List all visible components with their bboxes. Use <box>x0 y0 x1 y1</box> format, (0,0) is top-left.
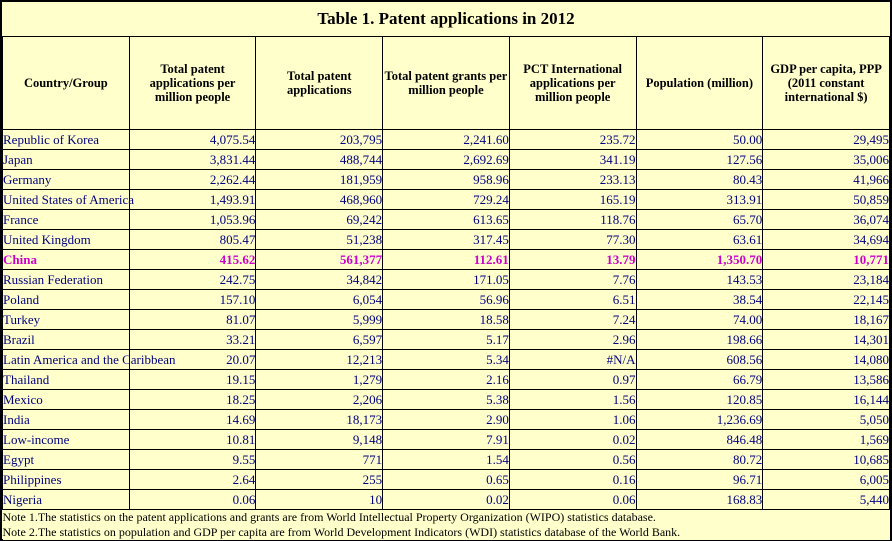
cell-pct-per-million: 118.76 <box>509 210 636 230</box>
table-row <box>3 270 890 290</box>
cell-grants-per-million: 2,241.60 <box>383 130 510 150</box>
cell-pct-per-million: 341.19 <box>509 150 636 170</box>
patent-applications-table <box>2 2 890 540</box>
cell-country: Latin America and the Caribbean <box>3 350 130 370</box>
cell-population: 168.83 <box>636 490 763 510</box>
cell-population: 846.48 <box>636 430 763 450</box>
cell-apps-per-million: 33.21 <box>129 330 256 350</box>
cell-apps-total: 5,999 <box>256 310 383 330</box>
table-row <box>3 170 890 190</box>
cell-apps-total: 561,377 <box>256 250 383 270</box>
cell-pct-per-million: 7.24 <box>509 310 636 330</box>
cell-grants-per-million: 317.45 <box>383 230 510 250</box>
cell-country: Low-income <box>3 430 130 450</box>
cell-country: Nigeria <box>3 490 130 510</box>
cell-pct-per-million: 0.02 <box>509 430 636 450</box>
cell-pct-per-million: 13.79 <box>509 250 636 270</box>
cell-grants-per-million: 171.05 <box>383 270 510 290</box>
cell-pct-per-million: 233.13 <box>509 170 636 190</box>
cell-gdp-per-capita: 23,184 <box>763 270 890 290</box>
column-header-gdp-per-capita: GDP per capita, PPP (2011 constant international $) <box>763 37 890 130</box>
table-row <box>3 210 890 230</box>
cell-apps-per-million: 805.47 <box>129 230 256 250</box>
cell-gdp-per-capita: 18,167 <box>763 310 890 330</box>
cell-gdp-per-capita: 29,495 <box>763 130 890 150</box>
cell-gdp-per-capita: 13,586 <box>763 370 890 390</box>
cell-grants-per-million: 2,692.69 <box>383 150 510 170</box>
cell-pct-per-million: 0.16 <box>509 470 636 490</box>
cell-population: 80.72 <box>636 450 763 470</box>
cell-population: 198.66 <box>636 330 763 350</box>
cell-pct-per-million: 77.30 <box>509 230 636 250</box>
cell-apps-total: 203,795 <box>256 130 383 150</box>
cell-gdp-per-capita: 16,144 <box>763 390 890 410</box>
cell-apps-total: 18,173 <box>256 410 383 430</box>
cell-gdp-per-capita: 35,006 <box>763 150 890 170</box>
column-header-pct-per-million: PCT International applications per million people <box>509 37 636 130</box>
cell-pct-per-million: 235.72 <box>509 130 636 150</box>
cell-country: Mexico <box>3 390 130 410</box>
cell-grants-per-million: 2.16 <box>383 370 510 390</box>
cell-grants-per-million: 18.58 <box>383 310 510 330</box>
cell-grants-per-million: 56.96 <box>383 290 510 310</box>
table-row <box>3 490 890 510</box>
cell-population: 608.56 <box>636 350 763 370</box>
cell-gdp-per-capita: 5,440 <box>763 490 890 510</box>
cell-apps-per-million: 415.62 <box>129 250 256 270</box>
table-row <box>3 150 890 170</box>
cell-apps-total: 10 <box>256 490 383 510</box>
cell-pct-per-million: 1.56 <box>509 390 636 410</box>
cell-population: 50.00 <box>636 130 763 150</box>
cell-pct-per-million: 0.56 <box>509 450 636 470</box>
cell-country: Philippines <box>3 470 130 490</box>
cell-apps-per-million: 1,053.96 <box>129 210 256 230</box>
cell-apps-per-million: 2,262.44 <box>129 170 256 190</box>
cell-country: Japan <box>3 150 130 170</box>
cell-pct-per-million: 0.97 <box>509 370 636 390</box>
cell-apps-total: 12,213 <box>256 350 383 370</box>
cell-grants-per-million: 5.34 <box>383 350 510 370</box>
note-1: Note 1.The statistics on the patent applications and grants are from World Intellectual Property Organization (WIPO) statistics database. <box>2 510 656 524</box>
header-row <box>3 37 890 130</box>
cell-apps-per-million: 157.10 <box>129 290 256 310</box>
cell-grants-per-million: 5.17 <box>383 330 510 350</box>
cell-grants-per-million: 112.61 <box>383 250 510 270</box>
cell-grants-per-million: 1.54 <box>383 450 510 470</box>
cell-country: Poland <box>3 290 130 310</box>
cell-pct-per-million: 0.06 <box>509 490 636 510</box>
cell-population: 1,350.70 <box>636 250 763 270</box>
cell-apps-total: 255 <box>256 470 383 490</box>
cell-grants-per-million: 2.90 <box>383 410 510 430</box>
cell-gdp-per-capita: 10,685 <box>763 450 890 470</box>
column-header-apps-per-million: Total patent applications per million people <box>129 37 256 130</box>
table-row <box>3 330 890 350</box>
cell-population: 1,236.69 <box>636 410 763 430</box>
cell-country: France <box>3 210 130 230</box>
cell-gdp-per-capita: 41,966 <box>763 170 890 190</box>
cell-apps-total: 771 <box>256 450 383 470</box>
note-2: Note 2.The statistics on population and GDP per capita are from World Development Indicators (WDI) statistics database of the World Bank. <box>2 525 681 539</box>
cell-pct-per-million: 1.06 <box>509 410 636 430</box>
cell-population: 38.54 <box>636 290 763 310</box>
cell-grants-per-million: 729.24 <box>383 190 510 210</box>
cell-apps-total: 6,054 <box>256 290 383 310</box>
cell-apps-total: 51,238 <box>256 230 383 250</box>
cell-country: China <box>3 250 130 270</box>
column-header-country: Country/Group <box>3 37 130 130</box>
cell-gdp-per-capita: 36,074 <box>763 210 890 230</box>
cell-apps-total: 6,597 <box>256 330 383 350</box>
table-foot <box>3 510 890 541</box>
cell-country: Germany <box>3 170 130 190</box>
cell-population: 74.00 <box>636 310 763 330</box>
cell-country: United Kingdom <box>3 230 130 250</box>
table-row <box>3 450 890 470</box>
cell-apps-total: 69,242 <box>256 210 383 230</box>
cell-apps-per-million: 2.64 <box>129 470 256 490</box>
cell-gdp-per-capita: 1,569 <box>763 430 890 450</box>
cell-pct-per-million: 165.19 <box>509 190 636 210</box>
cell-population: 63.61 <box>636 230 763 250</box>
cell-country: United States of America <box>3 190 130 210</box>
table-row <box>3 290 890 310</box>
cell-gdp-per-capita: 22,145 <box>763 290 890 310</box>
cell-pct-per-million: 6.51 <box>509 290 636 310</box>
cell-apps-total: 488,744 <box>256 150 383 170</box>
cell-grants-per-million: 613.65 <box>383 210 510 230</box>
cell-gdp-per-capita: 50,859 <box>763 190 890 210</box>
cell-country: Thailand <box>3 370 130 390</box>
cell-population: 96.71 <box>636 470 763 490</box>
table-row <box>3 130 890 150</box>
cell-grants-per-million: 7.91 <box>383 430 510 450</box>
table-row <box>3 410 890 430</box>
cell-population: 143.53 <box>636 270 763 290</box>
table-title: Table 1. Patent applications in 2012 <box>3 2 890 37</box>
cell-apps-per-million: 19.15 <box>129 370 256 390</box>
cell-apps-total: 181,959 <box>256 170 383 190</box>
cell-gdp-per-capita: 10,771 <box>763 250 890 270</box>
cell-population: 65.70 <box>636 210 763 230</box>
table-row <box>3 390 890 410</box>
cell-country: Republic of Korea <box>3 130 130 150</box>
cell-apps-per-million: 3,831.44 <box>129 150 256 170</box>
table-row <box>3 350 890 370</box>
table-head <box>3 2 890 130</box>
cell-apps-total: 9,148 <box>256 430 383 450</box>
cell-grants-per-million: 0.65 <box>383 470 510 490</box>
cell-grants-per-million: 0.02 <box>383 490 510 510</box>
cell-apps-per-million: 10.81 <box>129 430 256 450</box>
table-row <box>3 430 890 450</box>
table-body <box>3 130 890 510</box>
cell-country: Brazil <box>3 330 130 350</box>
cell-country: Russian Federation <box>3 270 130 290</box>
cell-apps-total: 34,842 <box>256 270 383 290</box>
cell-apps-per-million: 20.07 <box>129 350 256 370</box>
cell-population: 80.43 <box>636 170 763 190</box>
cell-population: 120.85 <box>636 390 763 410</box>
table-row <box>3 310 890 330</box>
cell-gdp-per-capita: 6,005 <box>763 470 890 490</box>
cell-pct-per-million: #N/A <box>509 350 636 370</box>
cell-apps-per-million: 242.75 <box>129 270 256 290</box>
cell-grants-per-million: 958.96 <box>383 170 510 190</box>
cell-population: 313.91 <box>636 190 763 210</box>
cell-gdp-per-capita: 14,080 <box>763 350 890 370</box>
cell-pct-per-million: 7.76 <box>509 270 636 290</box>
cell-grants-per-million: 5.38 <box>383 390 510 410</box>
cell-gdp-per-capita: 5,050 <box>763 410 890 430</box>
notes-row <box>3 510 890 541</box>
cell-apps-per-million: 1,493.91 <box>129 190 256 210</box>
column-header-grants-per-million: Total patent grants per million people <box>383 37 510 130</box>
cell-apps-total: 468,960 <box>256 190 383 210</box>
column-header-apps-total: Total patent applications <box>256 37 383 130</box>
cell-pct-per-million: 2.96 <box>509 330 636 350</box>
cell-apps-total: 2,206 <box>256 390 383 410</box>
cell-gdp-per-capita: 34,694 <box>763 230 890 250</box>
table-row <box>3 250 890 270</box>
cell-apps-per-million: 14.69 <box>129 410 256 430</box>
title-row <box>3 2 890 37</box>
cell-country: India <box>3 410 130 430</box>
table-row <box>3 370 890 390</box>
cell-gdp-per-capita: 14,301 <box>763 330 890 350</box>
cell-apps-per-million: 4,075.54 <box>129 130 256 150</box>
table-row <box>3 230 890 250</box>
cell-apps-per-million: 18.25 <box>129 390 256 410</box>
cell-country: Egypt <box>3 450 130 470</box>
column-header-population: Population (million) <box>636 37 763 130</box>
cell-country: Turkey <box>3 310 130 330</box>
table-notes <box>3 510 890 541</box>
table-row <box>3 470 890 490</box>
cell-population: 127.56 <box>636 150 763 170</box>
cell-apps-per-million: 81.07 <box>129 310 256 330</box>
cell-apps-total: 1,279 <box>256 370 383 390</box>
table-row <box>3 190 890 210</box>
cell-apps-per-million: 0.06 <box>129 490 256 510</box>
cell-apps-per-million: 9.55 <box>129 450 256 470</box>
cell-population: 66.79 <box>636 370 763 390</box>
